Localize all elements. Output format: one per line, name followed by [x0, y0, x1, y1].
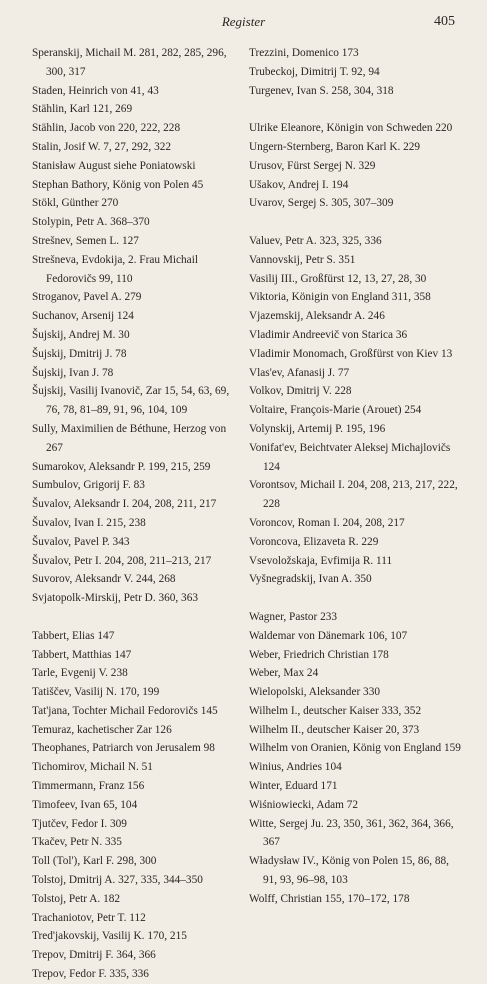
- index-entry: Ušakov, Andrej I. 194: [249, 178, 349, 191]
- index-entry: Tichomirov, Michail N. 51: [32, 761, 153, 774]
- index-entry: Wielopolski, Aleksander 330: [249, 686, 381, 699]
- index-entry: Wilhelm I., deutscher Kaiser 333, 352: [249, 704, 422, 717]
- index-entry: Vladimir Andreevič von Starica 36: [249, 328, 408, 341]
- index-entry: Šuvalov, Ivan I. 215, 238: [32, 516, 146, 529]
- index-entry: Weber, Friedrich Christian 178: [249, 648, 389, 661]
- index-entry: Theophanes, Patriarch von Jerusalem 98: [32, 742, 215, 755]
- index-entry: Turgenev, Ivan S. 258, 304, 318: [249, 84, 394, 97]
- letter-section-gap: [249, 213, 461, 232]
- letter-section-gap: [32, 608, 242, 627]
- index-entry: Staden, Heinrich von 41, 43: [32, 84, 159, 97]
- index-entry: Tat'jana, Tochter Michail Fedorovičs 145: [32, 704, 218, 717]
- index-entry: Trepov, Dmitrij F. 364, 366: [32, 949, 156, 962]
- index-entry: Speranskij, Michail M. 281, 282, 285, 296, 300, 317: [32, 47, 227, 78]
- page-number: 405: [434, 14, 455, 29]
- index-entry: Sully, Maximilien de Béthune, Herzog von 267: [32, 422, 227, 454]
- index-entry: Šuvalov, Aleksandr I. 204, 208, 211, 217: [32, 498, 217, 511]
- index-entry: Stanisław August siehe Poniatowski: [32, 159, 196, 172]
- index-entry: Strešnev, Semen L. 127: [32, 234, 139, 247]
- index-entry: Tolstoj, Petr A. 182: [32, 892, 121, 905]
- index-entry: Valuev, Petr A. 323, 325, 336: [249, 234, 382, 247]
- index-entry: Voroncov, Roman I. 204, 208, 217: [249, 516, 405, 529]
- index-entry: Trachaniotov, Petr T. 112: [32, 911, 146, 924]
- running-title: Register: [221, 14, 266, 29]
- index-entry: Tkačev, Petr N. 335: [32, 836, 122, 849]
- index-entry: Stählin, Jacob von 220, 222, 228: [32, 122, 181, 135]
- index-entry: Vsevoložskaja, Evfimija R. 111: [249, 554, 393, 567]
- index-entry: Tabbert, Elias 147: [32, 629, 115, 642]
- index-entry: Trezzini, Domenico 173: [249, 47, 359, 59]
- index-entry: Timmermann, Franz 156: [32, 780, 145, 793]
- index-entry: Winter, Eduard 171: [249, 780, 338, 793]
- letter-section-gap: [249, 100, 461, 119]
- index-entry: Trepov, Fedor F. 335, 336: [32, 968, 149, 981]
- index-entry: Svjatopolk-Mirskij, Petr D. 360, 363: [32, 592, 199, 605]
- index-entry: Wilhelm II., deutscher Kaiser 20, 373: [249, 723, 420, 736]
- index-entry: Stephan Bathory, König von Polen 45: [32, 178, 204, 191]
- index-entry: Stählin, Karl 121, 269: [32, 103, 133, 116]
- index-entry: Temuraz, kachetischer Zar 126: [32, 723, 172, 736]
- index-entry: Šujskij, Dmitrij J. 78: [32, 347, 127, 360]
- index-entry: Tarle, Evgenij V. 238: [32, 667, 128, 680]
- index-entry: Volynskij, Artemij P. 195, 196: [249, 422, 386, 435]
- index-entry: Tred'jakovskij, Vasilij K. 170, 215: [32, 930, 187, 943]
- index-entry: Sumbulov, Grigorij F. 83: [32, 479, 145, 492]
- index-entry: Tatiščev, Vasilij N. 170, 199: [32, 686, 160, 699]
- index-entry: Viktoria, Königin von England 311, 358: [249, 291, 431, 304]
- index-entry: Sumarokov, Aleksandr P. 199, 215, 259: [32, 460, 211, 473]
- index-entry: Tolstoj, Dmitrij A. 327, 335, 344–350: [32, 874, 203, 887]
- index-entry: Strešneva, Evdokija, 2. Frau Michail Fedorovičs 99, 110: [32, 253, 198, 285]
- index-entry: Šujskij, Andrej M. 30: [32, 328, 130, 341]
- index-entry: Vlas'ev, Afanasij J. 77: [249, 366, 350, 379]
- index-entry: Šujskij, Ivan J. 78: [32, 366, 114, 379]
- index-column-right: [249, 44, 461, 909]
- index-entry: Volkov, Dmitrij V. 228: [249, 385, 352, 398]
- index-entry: Suvorov, Aleksandr V. 244, 268: [32, 573, 176, 586]
- letter-section-gap: [249, 589, 461, 608]
- index-entry: Witte, Sergej Ju. 23, 350, 361, 362, 364, 366, 367: [249, 817, 454, 849]
- index-entry: Suchanov, Arsenij 124: [32, 310, 134, 323]
- index-entry: Vladimir Monomach, Großfürst von Kiev 13: [249, 347, 453, 360]
- index-entry: Tjutčev, Fedor I. 309: [32, 817, 127, 830]
- index-entry: Stalin, Josif W. 7, 27, 292, 322: [32, 140, 172, 153]
- index-entry: Urusov, Fürst Sergej N. 329: [249, 159, 376, 172]
- index-entry: Trubeckoj, Dimitrij T. 92, 94: [249, 65, 380, 78]
- page-header: [0, 14, 487, 36]
- index-entry: Wolff, Christian 155, 170–172, 178: [249, 892, 410, 905]
- index-entry: Wagner, Pastor 233: [249, 610, 338, 623]
- index-entry: Šujskij, Vasilij Ivanovič, Zar 15, 54, 63, 69, 76, 78, 81–89, 91, 96, 104, 109: [32, 385, 230, 417]
- index-entry: Waldemar von Dänemark 106, 107: [249, 629, 408, 642]
- index-entry: Toll (Tol'), Karl F. 298, 300: [32, 855, 157, 868]
- index-entry: Šuvalov, Pavel P. 343: [32, 535, 130, 548]
- index-entry: Ungern-Sternberg, Baron Karl K. 229: [249, 140, 421, 153]
- index-entry: Vjazemskij, Aleksandr A. 246: [249, 310, 385, 323]
- index-entry: Timofeev, Ivan 65, 104: [32, 798, 138, 811]
- index-entry: Voroncova, Elizaveta R. 229: [249, 535, 379, 548]
- index-entry: Weber, Max 24: [249, 667, 319, 680]
- index-column-left: [32, 44, 242, 984]
- index-entry: Vorontsov, Michail I. 204, 208, 213, 217, 222, 228: [249, 479, 458, 511]
- index-entry: Wilhelm von Oranien, König von England 159: [249, 742, 461, 755]
- index-entry: Ulrike Eleanore, Königin von Schweden 220: [249, 122, 453, 135]
- index-entry: Wiśniowiecki, Adam 72: [249, 798, 359, 811]
- index-entry: Władysław IV., König von Polen 15, 86, 88, 91, 93, 96–98, 103: [249, 855, 449, 887]
- index-entry: Voltaire, François-Marie (Arouet) 254: [249, 404, 422, 417]
- index-entry: Uvarov, Sergej S. 305, 307–309: [249, 197, 394, 210]
- index-entry: Tabbert, Matthias 147: [32, 648, 132, 661]
- index-entry: Vyšnegradskij, Ivan A. 350: [249, 573, 372, 586]
- index-entry: Stökl, Günther 270: [32, 197, 119, 210]
- index-entry: Vonifat'ev, Beichtvater Aleksej Michajlovičs 124: [249, 441, 451, 473]
- index-entry: Stolypin, Petr A. 368–370: [32, 216, 150, 229]
- index-entry: Stroganov, Pavel A. 279: [32, 291, 142, 304]
- index-entry: Winius, Andries 104: [249, 761, 342, 774]
- index-entry: Šuvalov, Petr I. 204, 208, 211–213, 217: [32, 554, 212, 567]
- index-entry: Vannovskij, Petr S. 351: [249, 253, 356, 266]
- index-entry: Vasilij III., Großfürst 12, 13, 27, 28, 30: [249, 272, 427, 285]
